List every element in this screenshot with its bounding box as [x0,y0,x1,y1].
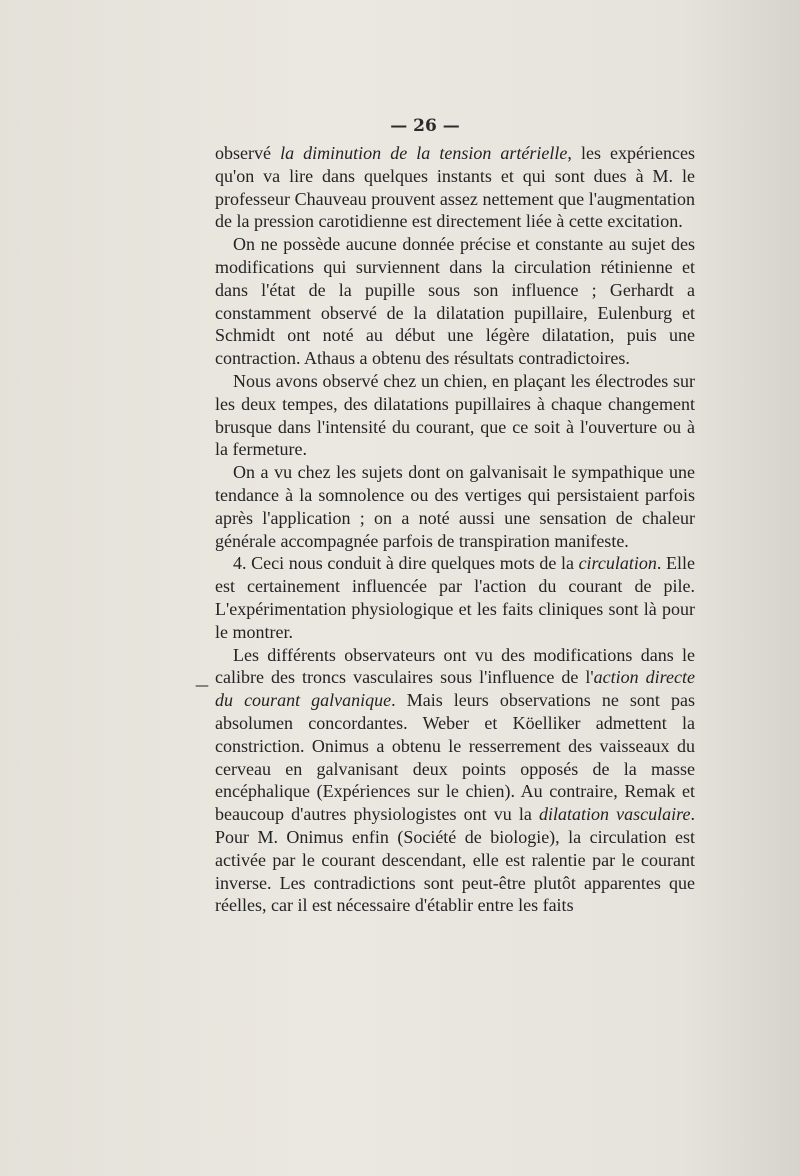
paragraph-1 [215,142,695,233]
paragraph-3 [215,370,695,461]
text-run: . Mais leurs observations ne sont pas absolumen concordantes. Weber et Köelliker admettent la constriction. Onimus a obtenu le resserrement des vaisseaux du cerveau en galvanisant deux points opposés de la masse encéphalique (Expériences sur le chien). Au contraire, Remak et beaucoup d'autres physiologistes ont vu la [215,690,695,825]
italic-phrase: dilatation vasculaire [539,804,691,825]
text-run: 4. Ceci nous conduit à dire quelques mots de la [233,553,579,574]
margin-mark: — [195,678,209,694]
paragraph-4 [215,461,695,552]
text-run: . Pour M. Onimus enfin (Société de biologie), la circulation est activée par le courant descendant, elle est ralentie par le courant inverse. Les contradictions sont peut-être plutôt apparentes que réelles, car il est nécessaire d'établir entre les faits [215,804,695,916]
text-run: observé [215,143,281,163]
text-run: On a vu chez les sujets dont on galvanisait le sympathique une tendance à la somnolence ou des vertiges qui persistaient parfois après l'application ; on a noté aussi une sensation de chaleur générale accompagnée parfois de transpiration manifeste. [215,462,695,551]
text-run: On ne possède aucune donnée précise et constante au sujet des modifications qui surviennent dans la circulation rétinienne et dans l'état de la pupille sous son influence ; Gerhardt a constamment observé de la dilatation pupillaire, Eulenburg et Schmidt ont noté au début une légère dilatation, puis une contraction. Athaus a obtenu des résultats contradictoires. [215,234,695,369]
paragraph-2 [215,233,695,370]
text-run: . Elle est certainement influencée par l'action du courant de pile. L'expérimentation physiologique et les faits cliniques sont là pour le montrer. [215,553,695,642]
italic-phrase: circulation [578,553,657,574]
paragraph-5 [215,552,695,643]
text-run: Les différents observateurs ont vu des modifications dans le calibre des troncs vasculaires sous l'influence de l' [215,644,695,688]
text-run: , les expériences qu'on va lire dans quelques instants et qui sont dues à M. le professeur Chauveau prouvent assez nettement que l'augmentation de la pression carotidienne est directement liée à cette excitation. [215,143,695,232]
paragraph-6 [215,644,695,918]
body-text [215,142,695,917]
italic-phrase: action directe du courant galvanique [215,667,695,711]
italic-phrase: la diminution de la tension artérielle [280,143,568,163]
text-run: Nous avons observé chez un chien, en plaçant les électrodes sur les deux tempes, des dilatations pupillaires à chaque changement brusque dans l'intensité du courant, que ce soit à l'ouverture ou à la fermeture. [215,370,695,460]
page-number: — 26 — [390,116,460,136]
